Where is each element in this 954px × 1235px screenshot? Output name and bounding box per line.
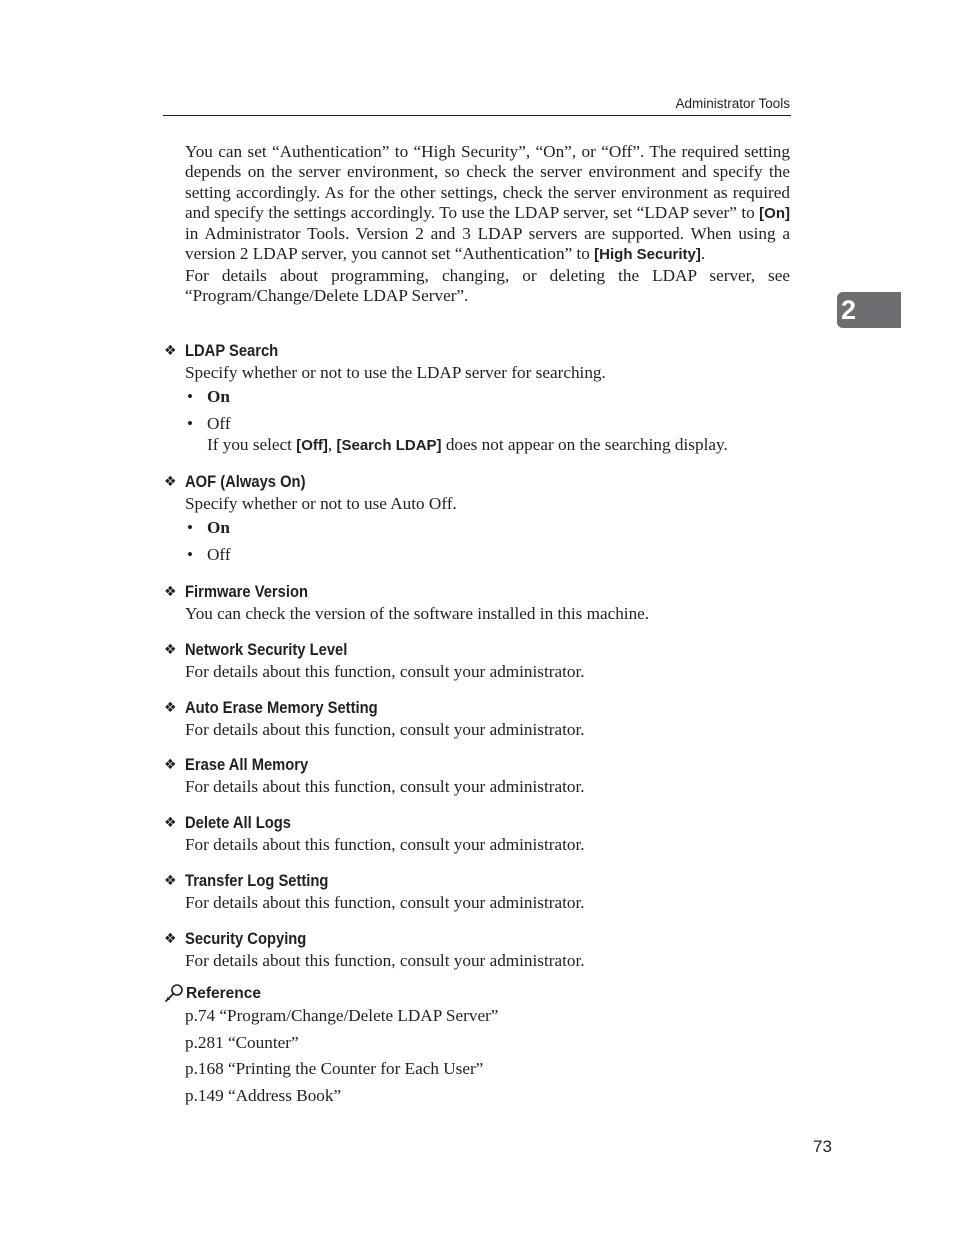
diamond-bullet-icon: ❖ bbox=[164, 757, 177, 773]
note-text: does not appear on the searching display. bbox=[441, 434, 728, 454]
section-aof bbox=[164, 472, 794, 571]
section-title: Auto Erase Memory Setting bbox=[185, 698, 378, 717]
section-transfer-log-setting bbox=[164, 871, 794, 913]
intro-text-part: You can set “Authentication” to “High Security”, “On”, or “Off”. The required setting depends on the server environment, so check the server environment and specify the setting accordingly. As for the other settings, check the server environment as required and specify the settings accordingly. To use the LDAP server, set “LDAP sever” to bbox=[185, 142, 790, 222]
option-label: On bbox=[207, 387, 230, 406]
diamond-bullet-icon: ❖ bbox=[164, 343, 177, 359]
bullet-icon: • bbox=[187, 544, 194, 564]
option-label: On bbox=[207, 518, 230, 537]
section-network-security-level bbox=[164, 640, 794, 682]
diamond-bullet-icon: ❖ bbox=[164, 873, 177, 889]
reference-link[interactable]: p.168 “Printing the Counter for Each User” bbox=[185, 1059, 484, 1079]
option-note bbox=[207, 435, 794, 456]
note-text: If you select bbox=[207, 434, 297, 454]
section-description: For details about this function, consult your administrator. bbox=[185, 835, 585, 854]
reference-link[interactable]: p.281 “Counter” bbox=[185, 1032, 299, 1052]
bullet-icon: • bbox=[187, 413, 194, 433]
diamond-bullet-icon: ❖ bbox=[164, 642, 177, 658]
section-ldap-search bbox=[164, 341, 794, 462]
intro-paragraph-1 bbox=[185, 142, 790, 266]
section-firmware-version bbox=[164, 582, 794, 624]
reference-link[interactable]: p.74 “Program/Change/Delete LDAP Server” bbox=[185, 1006, 499, 1025]
section-title: Firmware Version bbox=[185, 582, 308, 601]
section-description: For details about this function, consult your administrator. bbox=[185, 662, 585, 681]
list-item bbox=[185, 387, 794, 407]
key-search-ldap: [Search LDAP] bbox=[336, 436, 442, 454]
section-title: Erase All Memory bbox=[185, 755, 309, 774]
diamond-bullet-icon: ❖ bbox=[164, 700, 177, 716]
diamond-bullet-icon: ❖ bbox=[164, 474, 177, 490]
key-off: [Off] bbox=[296, 436, 328, 454]
diamond-bullet-icon: ❖ bbox=[164, 931, 177, 947]
section-description: You can check the version of the software installed in this machine. bbox=[185, 604, 650, 623]
section-title: Security Copying bbox=[185, 929, 307, 948]
diamond-bullet-icon: ❖ bbox=[164, 815, 177, 831]
section-description: Specify whether or not to use the LDAP server for searching. bbox=[185, 363, 606, 382]
section-title: Network Security Level bbox=[185, 640, 348, 659]
section-title: LDAP Search bbox=[185, 341, 279, 360]
intro-text bbox=[185, 142, 790, 306]
option-label: Off bbox=[207, 413, 231, 433]
option-list bbox=[185, 518, 794, 565]
diamond-bullet-icon: ❖ bbox=[164, 584, 177, 600]
intro-paragraph-2: For details about programming, changing, or deleting the LDAP server, see “Program/Change/Delete LDAP Server”. bbox=[185, 265, 790, 306]
note-text: , bbox=[327, 434, 337, 454]
bullet-icon: • bbox=[187, 387, 194, 406]
option-list bbox=[185, 387, 794, 456]
section-erase-all-memory bbox=[164, 755, 794, 797]
key-high-security: [High Security] bbox=[594, 246, 701, 264]
magnifier-icon bbox=[164, 983, 184, 1003]
running-header: Administrator Tools bbox=[675, 96, 790, 111]
section-auto-erase-memory-setting bbox=[164, 698, 794, 740]
list-item bbox=[185, 518, 794, 538]
section-security-copying bbox=[164, 929, 794, 971]
section-title: Transfer Log Setting bbox=[185, 871, 329, 890]
section-description: For details about this function, consult your administrator. bbox=[185, 951, 585, 970]
page-number: 73 bbox=[813, 1137, 832, 1156]
section-delete-all-logs bbox=[164, 813, 794, 855]
section-description: For details about this function, consult your administrator. bbox=[185, 893, 585, 912]
reference-block bbox=[164, 981, 764, 1113]
bullet-icon: • bbox=[187, 518, 194, 537]
section-description: For details about this function, consult your administrator. bbox=[185, 720, 585, 739]
section-title: AOF (Always On) bbox=[185, 472, 306, 491]
section-description: Specify whether or not to use Auto Off. bbox=[185, 494, 457, 513]
intro-text-part: . bbox=[700, 244, 706, 264]
chapter-tab: 2 bbox=[837, 292, 901, 328]
header-rule bbox=[163, 115, 791, 116]
reference-link[interactable]: p.149 “Address Book” bbox=[185, 1086, 342, 1106]
key-on: [On] bbox=[759, 204, 790, 222]
section-description: For details about this function, consult your administrator. bbox=[185, 777, 585, 796]
reference-list bbox=[185, 1006, 764, 1106]
section-title: Delete All Logs bbox=[185, 813, 292, 832]
reference-title: Reference bbox=[186, 985, 261, 1002]
list-item bbox=[185, 414, 794, 456]
option-label: Off bbox=[207, 544, 231, 564]
intro-text-part: in Administrator Tools. Version 2 and 3 LDAP servers are supported. When using a version 2 LDAP server, you cannot set “Authentication” to bbox=[185, 224, 790, 264]
list-item bbox=[185, 545, 794, 565]
